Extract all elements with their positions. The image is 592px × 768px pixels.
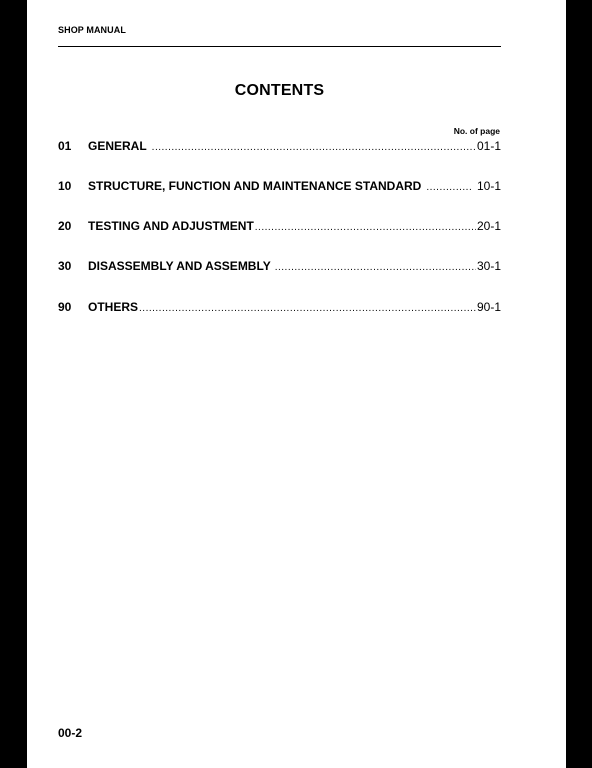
- toc-entry-number: 10: [58, 179, 72, 193]
- toc-entry-label: TESTING AND ADJUSTMENT: [88, 219, 254, 233]
- toc-entry-number: 30: [58, 259, 72, 273]
- toc-dot-leader: [139, 303, 476, 314]
- toc-dot-leader: [275, 262, 476, 273]
- toc-dot-leader: [255, 222, 476, 233]
- toc-entry-page: 30-1: [476, 259, 501, 273]
- toc-entry-page: 90-1: [476, 300, 501, 314]
- toc-entry-page: 20-1: [476, 219, 501, 233]
- toc-entry-others[interactable]: [58, 300, 501, 316]
- toc-entry-structure[interactable]: [58, 179, 501, 195]
- toc-entry-page: 10-1: [476, 179, 501, 193]
- toc-entry-number: 90: [58, 300, 72, 314]
- toc-entry-testing[interactable]: [58, 219, 501, 235]
- running-header: SHOP MANUAL: [58, 25, 126, 35]
- page-number: 00-2: [58, 726, 83, 740]
- toc-dot-leader: [152, 142, 476, 153]
- toc-entry-label: GENERAL: [88, 139, 147, 153]
- toc-entry-number: 01: [58, 139, 72, 153]
- toc-entry-general[interactable]: [58, 139, 501, 155]
- page-title: CONTENTS: [234, 82, 325, 99]
- header-rule: [58, 46, 501, 47]
- toc-entry-label: OTHERS: [88, 300, 139, 314]
- toc-entry-disassembly[interactable]: [58, 259, 501, 275]
- toc-entry-label: STRUCTURE, FUNCTION AND MAINTENANCE STANDARD: [88, 179, 422, 193]
- toc-entry-page: 01-1: [476, 139, 501, 153]
- toc-entry-number: 20: [58, 219, 72, 233]
- toc-dot-leader: [426, 182, 472, 193]
- toc-entry-label: DISASSEMBLY AND ASSEMBLY: [88, 259, 271, 273]
- page-column-header: No. of page: [453, 126, 500, 136]
- document-page: [27, 0, 566, 768]
